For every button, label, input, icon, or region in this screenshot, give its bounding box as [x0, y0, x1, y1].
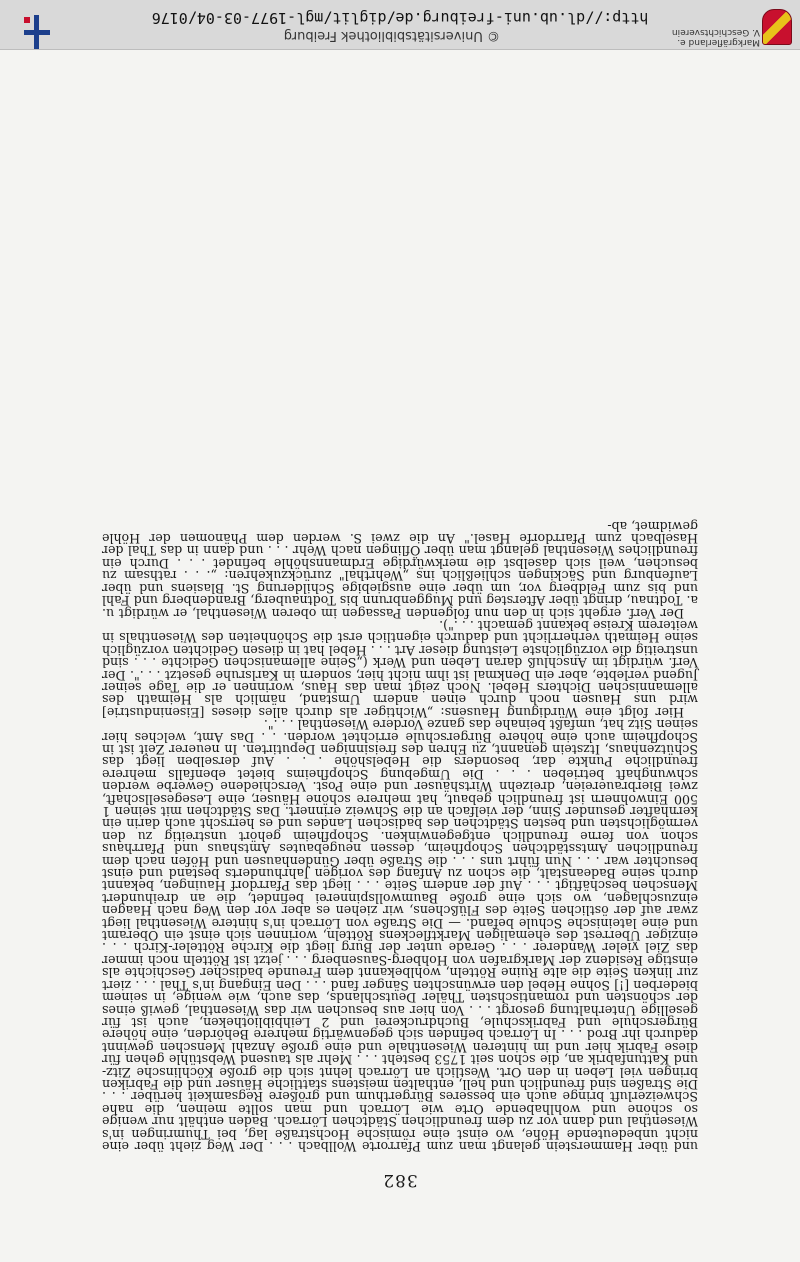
- page-number: 382: [382, 1170, 418, 1190]
- paragraph: Der Verf. ergeht sich in den nun folgenden Passagen im oberen Wiesenthal, er würdigt u. a. Todtnau, dringt über Aftersteg und Muggenbrunn bis Todtnauberg, Brandenberg und Fahl und bis zum Feldberg vor, um über eine ausgiebige Schilderung St. Blasiens und über Laufenburg und Säckingen schließlich ins „Wehrthal" zurückzukehren: „. . . rathsam zu besuchen, weil sich daselbst die merkwürdige Erdmannshöhle befindet . . . Durch ein freundliches Wiesenthal gelangt man über Öflingen nach Wehr . . . und dann in das Thal der Haselbach zum Pfarrdorfe Hasel." An die zwei S. werden dem Phänomen der Höhle gewidmet, ab-: [102, 518, 698, 621]
- paragraph: und über Hammerstein gelangt man zum Pfarrorte Wollbach . . . Der Weg zieht über eine nicht unbedeutende Höhe, wo einst eine römische Hochstraße lag, bei Thumringen in's Wiesenthal und dann vor zu dem freundlichen Städtchen Lörrach. Baden enthält nur wenige so schöne und wohlhabende Orte wie Lörrach und man sollte meinen, die nahe Schweizerluft bringe auch ein besseres Bürgerthum und größere Regsamkeit herüber . . . Die Straßen sind freundlich und hell, enthalten meistens stattliche Häuser und die Fabriken bringen viel Leben in den Ort. Westlich an Lörrach lehnt sich die große Köchlinsche Zitz- und Kattunfabrik an, die schon seit 1753 besteht . . . Mehr als tausend Webstühle gehen für diese Fabrik hier und im hinteren Wiesenthale und eine große Anzahl Menschen gewinnt dadurch ihr Brod . . . In Lörrach befinden sich gegenwärtig mehrere Behörden, eine höhere Bürgerschule und Fabrikschule, Buchdruckerei und 2 Leihbibliotheken, auch ist für gesellige Unterhaltung gesorgt . . . Von hier aus besuchen wir das Wiesenthal, gewiß eines der schönsten und romantischsten Thäler Deutschlands, das auch, wie wenige, in seinem biederben [!] Sohne Hebel den erwünschten Sänger fand . . . Den Eingang in's Thal . . . ziert zur linken Seite die alte Ruine Rötteln, wohlbekannt dem Freunde badischer Geschichte als einstige Residenz der Markgrafen von Hohberg-Sausenberg . . . jetzt ist Rötteln noch immer das Ziel vieler Wanderer . . . Gerade unter der Burg liegt die Kirche Rötteler-Kirch . . . einziger Überrest des ehemaligen Marktfleckens Rötteln, worinnen sich einst ein Oberamt und eine lateinische Schule befand. — Die Straße von Lörrach in's hintere Wiesenthal liegt zwar auf der östlichen Seite des Flüßchens, wir ziehen es aber vor den Weg nach Haagen einzuschlagen, wo sich eine große Baumwollspinnerei befindet, die an dreihundert Menschen beschäftigt . . . Auf der andern Seite . . . liegt das Pfarrdorf Hauingen, bekannt durch seine Badeanstalt, die schon zu Anfang des vorigen Jahrhunderts bestand und einst besuchter war . . . Nun führt uns . . . die Straße über Gündenhausen und Höfen nach dem freundlichen Amtsstädtchen Schopfheim, dessen neugebautes Amtshaus und Pfarrhaus schon von ferne freundlich entgegenwinken. Schopfheim gehört unstreitig zu den vermöglichsten und besten Städtchen des badischen Landes und es herrscht auch darin ein kernhafter gesunder Sinn, der vielfach an die Schweiz erinnert. Das Städtchen mit seinen 1 500 Einwohnern ist freundlich gebaut, hat mehrere schöne Häuser, eine Lesegesellschaft, zwei Bierbrauereien, dreizehn Wirtshäuser und eine Post. Verschiedene Gewerbe werden schwunghaft betrieben . . . Die Umgebung Schopfheims bietet ebenfalls mehrere freundliche Punkte dar, besonders die Hebelshöhe . . . Auf derselben liegt das Schützenhaus, Itzstein genannt, zu Ehren des freisinnigen Deputirten. In neuerer Zeit ist in Schopfheim auch eine höhere Bürgerschule errichtet worden. . . Das Amt, welches hier seinen Sitz hat, umfaßt beinahe das ganze Vordere Wiesenthal . . .".: [102, 717, 698, 1154]
- university-library-logo-icon: [24, 15, 50, 49]
- footer-bar: [0, 0, 800, 50]
- copyright-text: © Universitätsbibliothek Freiburg: [283, 28, 500, 43]
- body-text: [102, 519, 698, 1152]
- paragraph: Hier folgt eine Würdigung Hausens: „Wichtiger als durch alles dieses [Eisenindustrie] wird uns Hausen noch durch einen andern Umstand, nämlich als Heimath des allemannischen Dichters Hebel. Noch zeigt man das Haus, worinnen er die Tage seiner Jugend verlebte, aber ein Denkmal ist ihm nicht hier, sondern in Karlsruhe gesetzt . . .". Der Verf. würdigt im Anschluß daran Leben und Werk („Seine allemanischen Gedichte . . . sind unstreitig die vorzüglichste Leistung dieser Art . . . Hebel hat in diesen Gedichten vorzüglich seine Heimath verherrlicht und dadurch eigentlich erst die Schönheiten des Wiesenthals in weiterem Kreise bekannt gemacht . . .").: [102, 617, 698, 720]
- association-label: Markgräflerland e. V. Geschichtsverein: [671, 27, 760, 47]
- scanned-page: [0, 50, 800, 1262]
- source-url-link[interactable]: http://dl.ub.uni-freiburg.de/diglit/mgl-1977-03-04/0176: [151, 9, 649, 27]
